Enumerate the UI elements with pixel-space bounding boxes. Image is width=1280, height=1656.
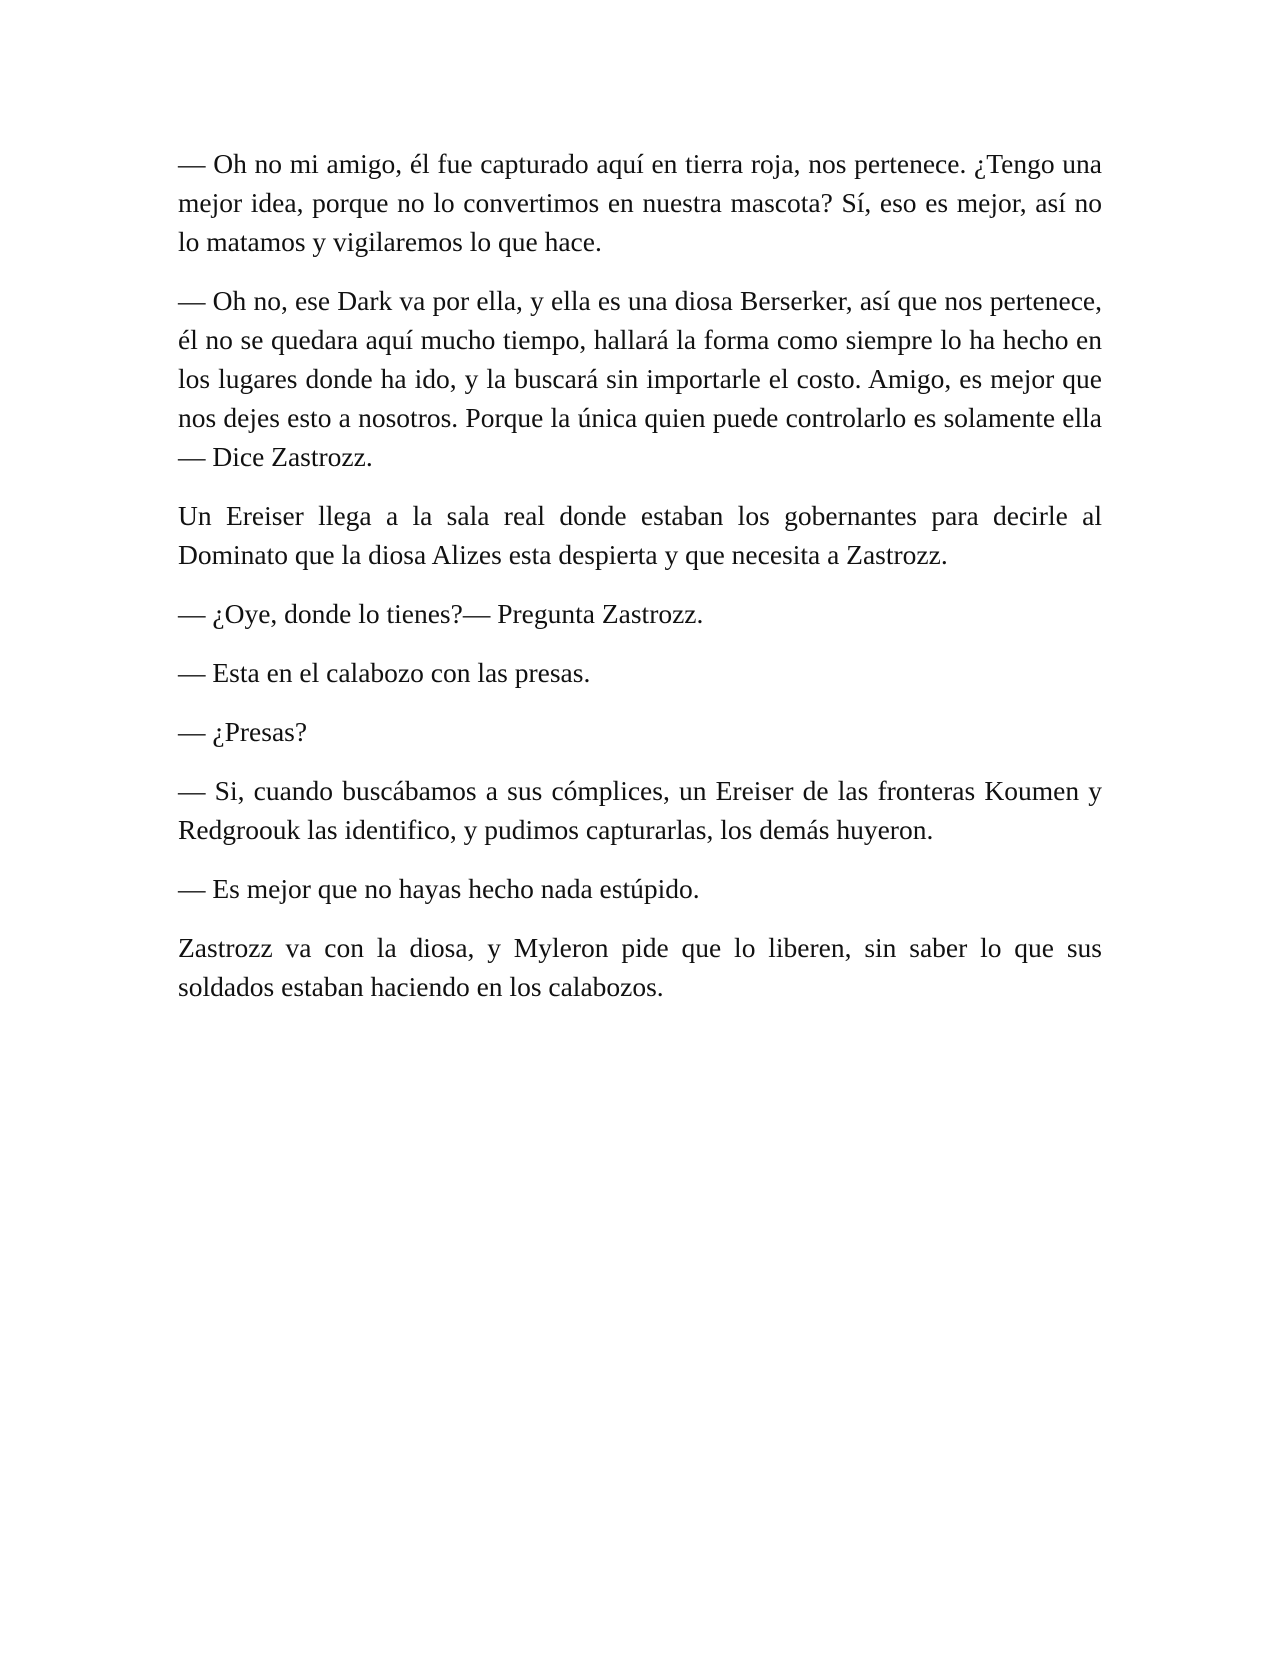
paragraph: — Oh no mi amigo, él fue capturado aquí en tierra roja, nos pertenece. ¿Tengo una mejor idea, porque no lo convertimos en nuestra mascota? Sí, eso es mejor, así no lo matamos y vigilaremos lo que hace.: [178, 148, 1102, 257]
paragraph: Un Ereiser llega a la sala real donde estaban los gobernantes para decirle al Dominato que la diosa Alizes esta despierta y que necesita a Zastrozz.: [178, 500, 1102, 570]
paragraph: — Si, cuando buscábamos a sus cómplices, un Ereiser de las fronteras Koumen y Redgroouk las identifico, y pudimos capturarlas, los demás huyeron.: [178, 775, 1102, 845]
paragraph: Zastrozz va con la diosa, y Myleron pide que lo liberen, sin saber lo que sus soldados estaban haciendo en los calabozos.: [178, 932, 1102, 1002]
paragraph: — Oh no, ese Dark va por ella, y ella es una diosa Berserker, así que nos pertenece, él no se quedara aquí mucho tiempo, hallará la forma como siempre lo ha hecho en los lugares donde ha ido, y la buscará sin importarle el costo. Amigo, es mejor que nos dejes esto a nosotros. Porque la única quien puede controlarlo es solamente ella— Dice Zastrozz.: [178, 285, 1102, 472]
paragraph: — ¿Oye, donde lo tienes?— Pregunta Zastrozz.: [178, 598, 704, 629]
paragraph: — ¿Presas?: [178, 716, 308, 747]
body-text: [178, 144, 1102, 1026]
paragraph: — Es mejor que no hayas hecho nada estúpido.: [178, 873, 700, 904]
paragraph: — Esta en el calabozo con las presas.: [178, 657, 591, 688]
